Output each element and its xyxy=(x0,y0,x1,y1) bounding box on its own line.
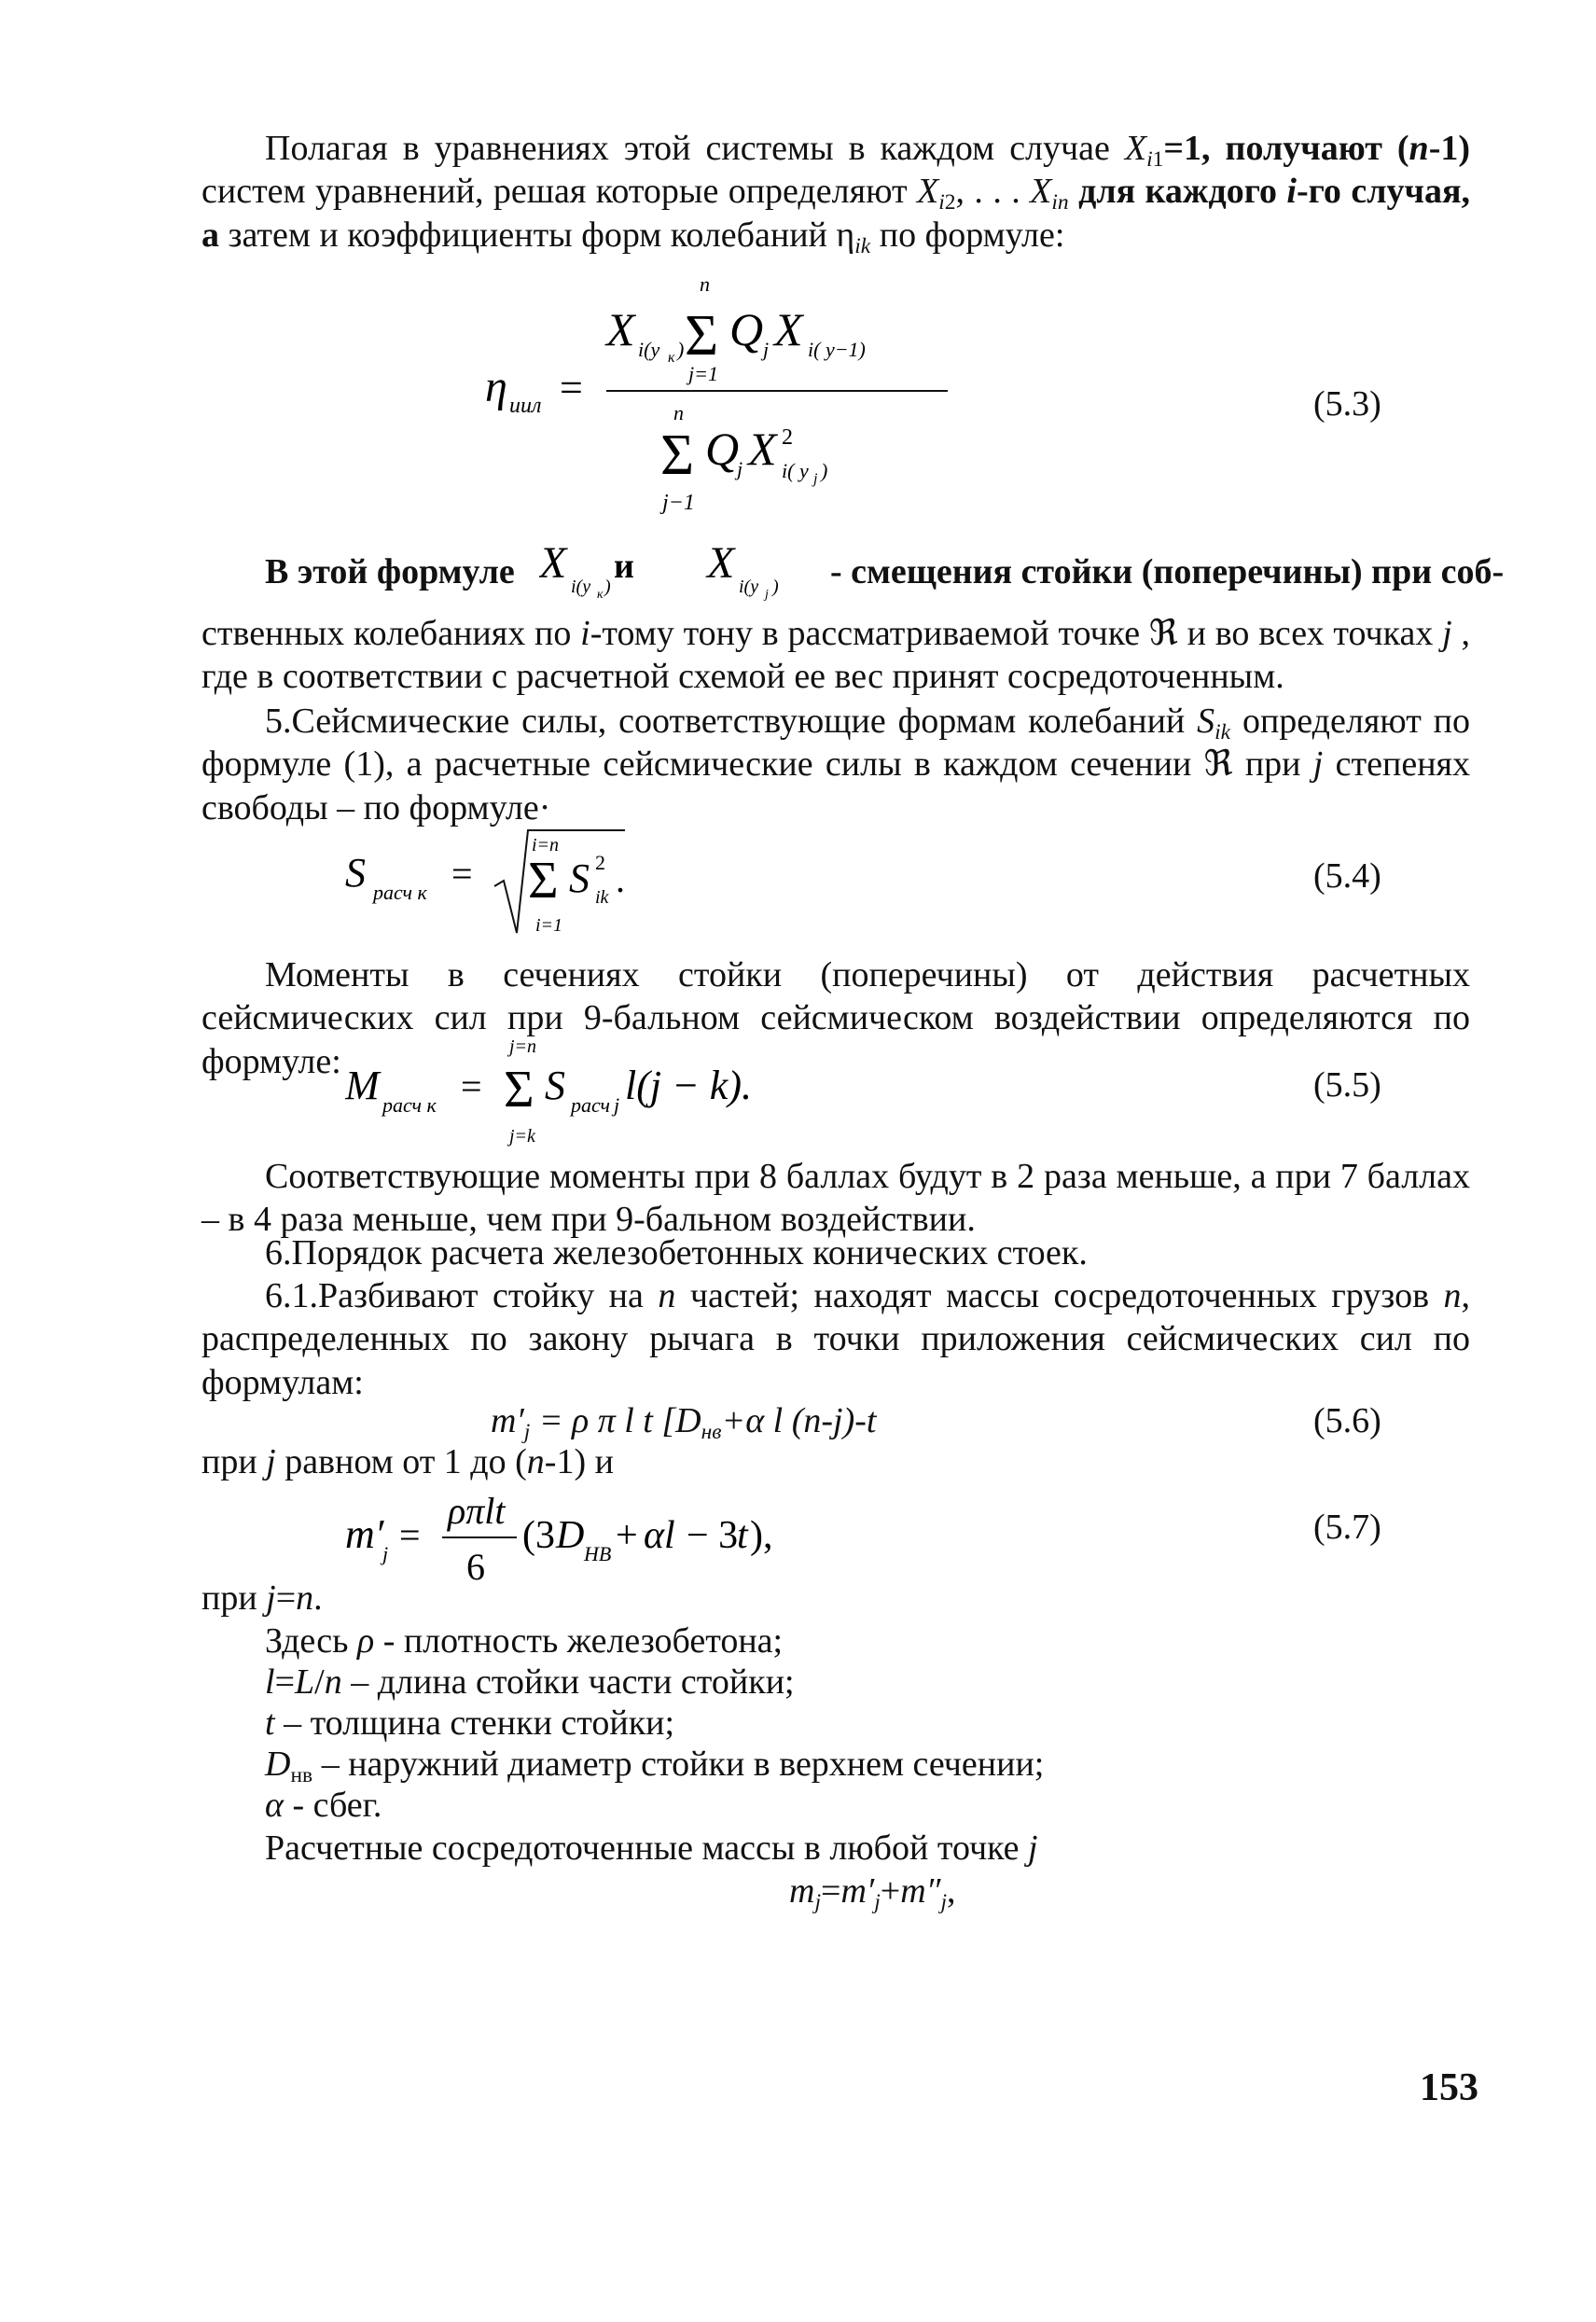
paragraph-intro: Полагая в уравнениях этой системы в каждом случае $X_{i1}=1$, получают (n-1) систем уравнений, решая которые определяют $X_{i2}$, . . . $X_{in}$ для каждого i-го случая, а затем и коэффициенты форм колебаний $\eta_{ik}$ по формуле: xyxy=(201,129,1471,258)
svg-text:− 3: − 3 xyxy=(687,1514,739,1557)
formula-5-3-graphic xyxy=(466,271,989,532)
svg-text:НВ: НВ xyxy=(584,1542,612,1565)
svg-text:иил: иил xyxy=(509,394,542,418)
svg-text:X: X xyxy=(774,303,803,355)
svg-text:i=1: i=1 xyxy=(535,915,563,936)
equation-number-5-5: (5.5) xyxy=(1313,1065,1381,1105)
svg-text:S: S xyxy=(569,855,590,901)
svg-text:Q: Q xyxy=(705,423,740,475)
svg-text:i( y−1): i( y−1) xyxy=(808,338,866,361)
svg-text:=: = xyxy=(560,365,583,410)
svg-text:Σ: Σ xyxy=(685,304,719,368)
definition-length: l=L/n – длина стойки части стойки; xyxy=(265,1662,795,1702)
formula-final-mass: $m_j=m'_j+m''_j$, xyxy=(789,1871,956,1915)
svg-text:j: j xyxy=(813,471,818,487)
svg-text:j: j xyxy=(763,338,770,361)
equation-number-5-3: (5.3) xyxy=(1313,384,1381,424)
equation-number-5-6: (5.6) xyxy=(1313,1401,1381,1440)
line-j-equals-n: при j=n. xyxy=(201,1578,323,1618)
svg-text:j−1: j−1 xyxy=(662,491,695,515)
svg-text:): ) xyxy=(772,577,779,597)
svg-text:i(y: i(y xyxy=(739,577,759,597)
svg-text:i( y: i( y xyxy=(782,459,809,482)
svg-text:ρπlt: ρπlt xyxy=(448,1490,506,1532)
paragraph-2-continued: ственных колебаниях по i-тому тону в рассматриваемой точке ℜ и во всех точках j , где в соответствии с расчетной схемой ее вес принят сосредоточенным. xyxy=(201,614,1471,697)
paragraph-section-6-1: 6.1.Разбивают стойку на n частей; находят массы сосредоточенных грузов n, распределенных по закону рычага в точки приложения сейсмических сил по формулам: xyxy=(201,1276,1470,1402)
formula-5-4-graphic xyxy=(345,821,737,952)
paragraph-seismic-forces: 5.Сейсмические силы, соответствующие формам колебаний $S_{ik}$ определяют по формуле (1), а расчетные сейсмические силы в каждом сечении ℜ при j степенях свободы – по формуле· xyxy=(201,702,1471,827)
svg-text:X: X xyxy=(606,303,635,355)
svg-text:ik: ik xyxy=(595,887,609,908)
svg-text:к: к xyxy=(668,350,675,366)
svg-text:t: t xyxy=(737,1514,748,1557)
svg-text:j: j xyxy=(614,1093,620,1117)
definition-diameter: $D_{нв}$ – наружний диаметр стойки в верхнем сечении; xyxy=(265,1745,1045,1788)
equation-number-5-4: (5.4) xyxy=(1313,856,1381,896)
formula-5-6-text: $m'_j = \rho$ π l t [$D_{нв}+\alpha$ l (n-j)-t xyxy=(491,1401,877,1445)
svg-text:X: X xyxy=(707,538,735,588)
svg-text:Σ: Σ xyxy=(528,852,559,910)
svg-text:=: = xyxy=(399,1514,421,1556)
svg-text:D: D xyxy=(556,1514,585,1557)
svg-text:расч: расч xyxy=(571,1093,610,1117)
svg-text:l(j − k).: l(j − k). xyxy=(625,1063,752,1108)
svg-text:X: X xyxy=(539,538,567,588)
definition-thickness: t – толщина стенки стойки; xyxy=(265,1703,675,1743)
svg-text:j: j xyxy=(382,1542,389,1565)
paragraph-section-6: 6.Порядок расчета железобетонных конических стоек. xyxy=(265,1233,1088,1272)
page-number: 153 xyxy=(1420,2066,1478,2109)
svg-text:η: η xyxy=(485,362,507,411)
svg-text:S: S xyxy=(345,850,366,896)
svg-text:n: n xyxy=(700,272,710,296)
svg-text:j=n: j=n xyxy=(509,1036,537,1057)
svg-text:к: к xyxy=(597,588,604,602)
svg-text:Q: Q xyxy=(729,303,764,355)
svg-text:Σ: Σ xyxy=(504,1061,534,1119)
definition-taper: α - сбег. xyxy=(265,1786,382,1825)
svg-text:j=k: j=k xyxy=(509,1126,535,1147)
paragraph-2-end-first-line: - смещения стойки (поперечины) при соб- xyxy=(830,552,1505,591)
svg-text:): ) xyxy=(821,459,828,482)
svg-text:j: j xyxy=(737,457,743,480)
svg-text:.: . xyxy=(616,858,625,900)
inline-x-symbols xyxy=(539,536,819,611)
svg-text:S: S xyxy=(545,1063,565,1108)
svg-text:): ) xyxy=(604,577,611,597)
svg-text:X: X xyxy=(748,423,777,475)
svg-text:2: 2 xyxy=(595,851,605,874)
svg-text:=: = xyxy=(451,853,473,895)
svg-text:2: 2 xyxy=(782,425,793,450)
svg-text:αl: αl xyxy=(644,1514,675,1557)
svg-text:j: j xyxy=(765,588,769,602)
svg-text:n: n xyxy=(673,401,684,424)
paragraph-moments-scale: Соответствующие моменты при 8 баллах будут в 2 раза меньше, а при 7 баллах – в 4 раза меньше, чем при 9-бальном воздействии. xyxy=(201,1157,1470,1240)
svg-text:i(y: i(y xyxy=(571,577,591,597)
svg-text:Σ: Σ xyxy=(660,424,695,487)
formula-5-7-graphic xyxy=(345,1479,867,1600)
definition-density: Здесь ρ - плотность железобетона; xyxy=(265,1621,784,1661)
svg-text:),: ), xyxy=(750,1514,773,1557)
svg-text:i(y: i(y xyxy=(638,338,660,361)
paragraph-moments: Моменты в сечениях стойки (поперечины) от действия расчетных сейсмических сил при 9-бальном сейсмическом воздействии определяются по формуле: xyxy=(201,955,1470,1081)
svg-text:j=1: j=1 xyxy=(688,362,718,385)
svg-text:расч к: расч к xyxy=(373,881,427,904)
equation-number-5-7: (5.7) xyxy=(1313,1508,1381,1547)
formula-5-5-graphic xyxy=(345,1034,830,1155)
svg-text:M: M xyxy=(345,1063,380,1108)
svg-text:6: 6 xyxy=(466,1546,485,1588)
paragraph-2-start: В этой формуле xyxy=(265,552,515,591)
line-j-range: при j равном от 1 до (n-1) и xyxy=(201,1442,614,1481)
svg-text:расч к: расч к xyxy=(382,1093,437,1117)
svg-text:i=n: i=n xyxy=(532,835,560,855)
svg-text:): ) xyxy=(677,338,685,361)
svg-text:и: и xyxy=(614,547,634,586)
svg-text:=: = xyxy=(461,1065,482,1107)
svg-text:m′: m′ xyxy=(345,1511,384,1557)
paragraph-lumped-masses: Расчетные сосредоточенные массы в любой точке j xyxy=(265,1828,1038,1868)
svg-text:+: + xyxy=(616,1514,638,1557)
svg-text:(3: (3 xyxy=(522,1514,555,1557)
